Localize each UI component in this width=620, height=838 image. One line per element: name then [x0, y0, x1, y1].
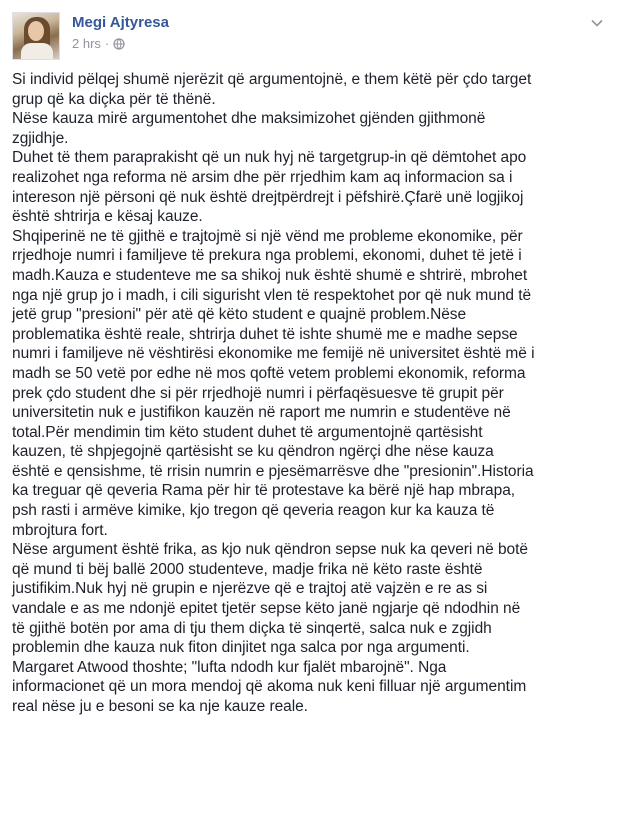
post-text-line: që mund ti bëj ballë 2000 studenteve, madje frika në këto raste është: [12, 560, 483, 578]
globe-icon[interactable]: [113, 38, 125, 50]
chevron-down-icon[interactable]: [590, 16, 604, 30]
post-text-line: rrjedhoje numri i familjeve të prekura nga problemi, ekonomi, duhet të jetë i: [12, 247, 522, 265]
post-text-line: zgjidhje.: [12, 129, 69, 147]
post-text-line: Nëse kauza mirë argumentohet dhe maksimizohet gjënden gjithmonë: [12, 110, 486, 128]
post-text-line: nga një grup jo i madh, i cili sigurisht vlen të respektohet por që nuk mund të: [12, 286, 532, 304]
avatar-face: [28, 21, 44, 41]
post-meta: [72, 36, 125, 51]
post-text-line: real nëse ju e besoni se ka nje kauze reale.: [12, 698, 308, 715]
post-text-line: justifikim.Nuk hyj në grupin e njerëzve që e trajtoj atë vajzën e re as si: [12, 580, 488, 598]
post-text-line: Margaret Atwood thoshte; "lufta ndodh kur fjalët mbarojnë". Nga: [12, 658, 447, 676]
post-body: [12, 70, 612, 717]
post-text-line: Nëse argument është frika, as kjo nuk qëndron sepse nuk ka qeveri në botë: [12, 541, 528, 559]
post-text-line: universitetin nuk e justifikon kauzën në raport me numrin e studentëve në: [12, 404, 511, 422]
post-text-line: Shqiperinë ne të gjithë e trajtojmë si një vënd me probleme ekonomike, për: [12, 227, 523, 245]
post-text-line: është e qensishme, të rrisin numrin e pjesëmarrësve dhe "presionin".Historia: [12, 462, 534, 480]
post-text-line: të gjithë botën por ama di tju them diçka të sinqertë, salca nuk e zgjidh: [12, 619, 492, 637]
post-text-line: është shtrirja e kësaj kauze.: [12, 208, 203, 226]
post-text-line: intereson një përsoni që nuk është drejtpërdrejt i pëfshirë.Çfarë unë logjikoj: [12, 188, 524, 206]
post-text-line: informacionet që un mora mendoj që akoma nuk keni filluar një argumentim: [12, 678, 527, 696]
post-text-line: psh rasti i armëve kimike, kjo tregon që qeveria reagon kur ka kauza të: [12, 502, 495, 520]
post-text-line: problematika është reale, shtrirja duhet të ishte shumë me e madhe sepse: [12, 325, 518, 343]
post-text-line: prek çdo student dhe si për rrjedhojë numri i përfaqësuesve të grupit për: [12, 384, 504, 402]
avatar[interactable]: [12, 12, 60, 60]
post-text-line: jetë grup "presioni" për atë që këto student e quajnë problem.Nëse: [12, 306, 467, 324]
post-text-line: Si individ pëlqej shumë njerëzit që argumentojnë, e them këtë për çdo target: [12, 71, 532, 88]
post-text-line: mbrojtura fort.: [12, 521, 108, 539]
author-name[interactable]: Megi Ajtyresa: [72, 14, 169, 31]
post-text-line: total.Për mendimin tim këto student duhet të argumentojnë qartësisht: [12, 423, 483, 441]
post-text-line: Duhet të them paraprakisht që un nuk hyj në targetgrup-in që dëmtohet apo: [12, 149, 527, 167]
post-text-line: madh.Kauza e studenteve me sa shikoj nuk është shumë e shtrirë, mbrohet: [12, 266, 528, 284]
post-text-line: ka treguar që qeveria Rama për hir të protestave ka bërë një hap mbrapa,: [12, 482, 516, 500]
meta-separator: ·: [104, 36, 110, 51]
post-text-line: realizohet nga reforma në arsim dhe për rrjedhim kam aq informacion sa i: [12, 168, 513, 186]
post-header: [12, 10, 608, 58]
post-timestamp[interactable]: 2 hrs: [72, 36, 101, 51]
post-text-line: numri i familjeve në vështirësi ekonomike me femijë në universitet është më i: [12, 345, 535, 363]
post-text-line: grup që ka diçka për të thënë.: [12, 90, 216, 108]
avatar-shirt: [21, 43, 53, 60]
post-text-line: madh se 50 vetë por edhe në mos qoftë vetem problemi ekonomik, reforma: [12, 364, 526, 382]
post-text-line: vandale e as me ndonjë epitet tjetër sepse këto janë ngjarje që ndodhin në: [12, 600, 521, 618]
post-text-line: kauzen, të shpjegojnë qartësisht se ku qëndron ngërçi dhe nëse kauza: [12, 443, 494, 461]
post-text-line: problemin dhe kauza nuk fiton dinjitet nga salca por nga argumenti.: [12, 639, 470, 657]
